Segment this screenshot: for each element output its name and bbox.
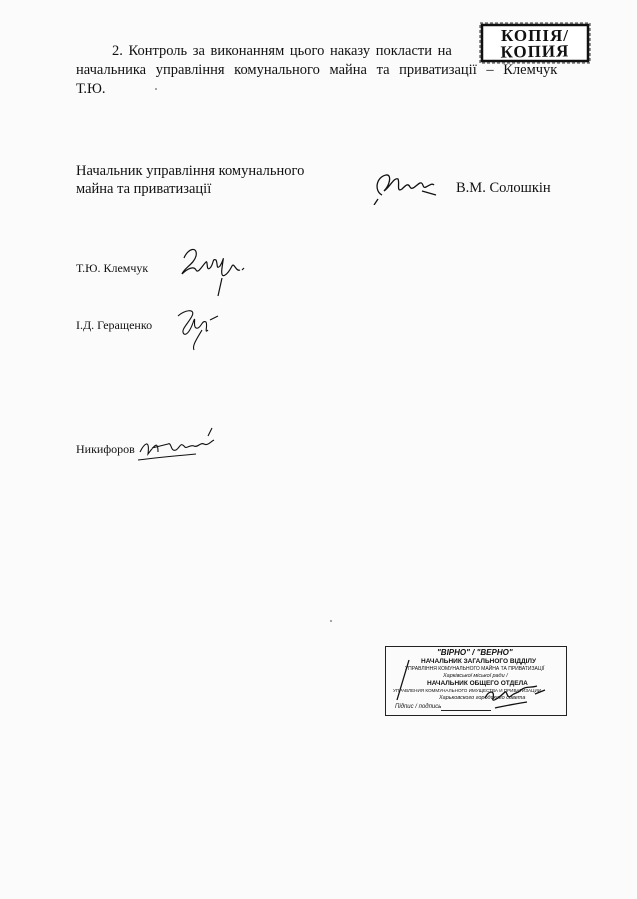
- paragraph-line-3: Т.Ю.: [76, 81, 106, 97]
- scan-speck: [155, 88, 157, 90]
- copy-stamp: [479, 22, 591, 64]
- head-name: В.М. Солошкін: [456, 180, 551, 196]
- stamp-signature-label: Підпис / подпись: [395, 704, 442, 710]
- head-signature: [372, 165, 444, 205]
- stamp-line-2: УПРАВЛІННЯ КОМУНАЛЬНОГО МАЙНА ТА ПРИВАТИЗАЦІЇ: [405, 666, 545, 672]
- approver-name: Т.Ю. Клемчук: [76, 261, 149, 275]
- paragraph-line-1: 2. Контроль за виконанням цього наказу покласти на: [112, 43, 452, 59]
- paragraph-line-2: начальника управління комунального майна та приватизації – Клемчук: [76, 62, 558, 78]
- stamp-line-1: НАЧАЛЬНИК ЗАГАЛЬНОГО ВІДДІЛУ: [421, 658, 537, 665]
- certification-stamp: [385, 646, 567, 716]
- approver-signature-klemchuk: [176, 238, 256, 298]
- approver-signature-nikiforov: [134, 424, 224, 464]
- stamp-line-3: Харківської міської ради /: [443, 673, 508, 679]
- stamp-title: "ВІРНО" / "ВЕРНО": [437, 648, 513, 657]
- svg-text:КОПІЯ/: КОПІЯ/: [501, 26, 569, 45]
- stamp-line-4: НАЧАЛЬНИК ОБЩЕГО ОТДЕЛА: [427, 680, 528, 687]
- head-title-line-2: майна та приватизації: [76, 181, 212, 197]
- stamp-signature: [385, 646, 567, 716]
- approver-signature-gerashchenko: [172, 300, 232, 352]
- approver-name: Никифоров: [76, 442, 135, 456]
- svg-text:КОПИЯ: КОПИЯ: [500, 41, 570, 62]
- head-title-line-1: Начальник управління комунального: [76, 163, 305, 179]
- stamp-line-5: УПРАВЛЕНИЯ КОММУНАЛЬНОГО ИМУЩЕСТВА И ПРИВАТИЗАЦИИ: [393, 688, 542, 693]
- scan-speck: [330, 620, 332, 622]
- approver-name: І.Д. Геращенко: [76, 318, 153, 332]
- stamp-line-6: Харьковского городского совета: [439, 695, 526, 701]
